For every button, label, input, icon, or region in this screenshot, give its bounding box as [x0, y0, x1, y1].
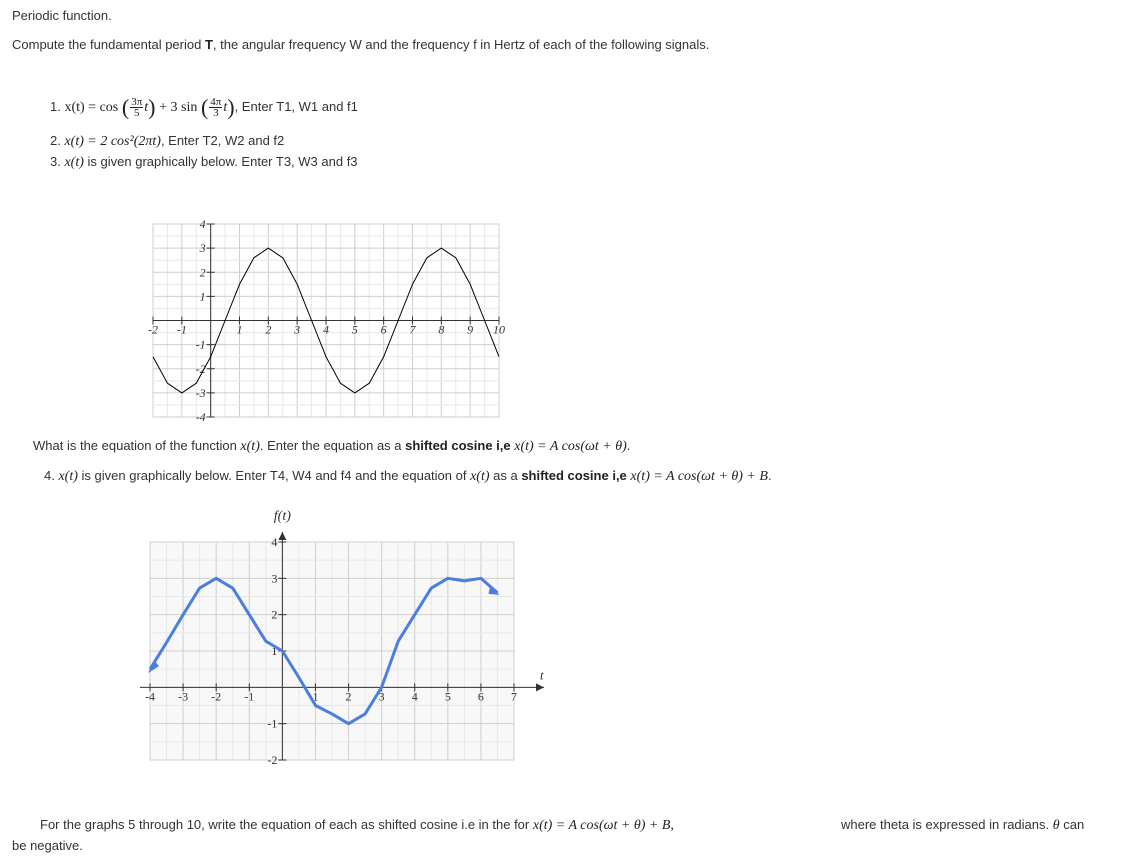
x-tick-label: -1 [176, 322, 187, 337]
item-1-eq-lhs: x(t) = cos [64, 99, 119, 115]
item-1-eq-mid: + 3 sin [159, 99, 198, 115]
item-4-end: . [767, 468, 772, 483]
x-tick-label: -1 [244, 689, 255, 704]
x-tick-label: -2 [211, 689, 222, 704]
graph-item-4 [140, 500, 560, 765]
x-tick-label: -2 [148, 322, 158, 337]
fraction-2-den: 3 [213, 107, 219, 119]
y-tick-label: -1 [267, 716, 278, 731]
footer-right-pre: where theta is expressed in radians. [841, 817, 1053, 832]
item-4-formula: x(t) = A cos(ωt + θ) + B [630, 469, 768, 484]
fraction-1 [130, 97, 143, 118]
x-tick-label: 4 [411, 689, 418, 704]
x-tick-label: 7 [511, 689, 517, 704]
item-4-eq: x(t) [58, 469, 78, 484]
item-1-var-b: t [223, 99, 228, 115]
fraction-2-num: 4π [210, 96, 222, 108]
x-tick-label: -3 [178, 689, 189, 704]
graph-item-3 [145, 218, 507, 425]
item-2-prompt: , Enter T2, W2 and f2 [160, 133, 285, 148]
x-tick-label: 10 [493, 322, 505, 337]
y-tick-label: 4 [199, 218, 206, 231]
instructions-T: T [204, 37, 213, 52]
question-3-end: . [626, 438, 631, 453]
x-tick-label: 1 [236, 322, 243, 337]
instructions-pre: Compute the fundamental period [12, 37, 205, 52]
footer-line-2: be negative. [12, 838, 83, 853]
fraction-2 [209, 97, 222, 118]
x-tick-label: 8 [438, 322, 445, 337]
x-tick-label: 9 [467, 322, 474, 337]
question-3-pre: What is the equation of the function [33, 438, 241, 453]
item-1-var-a: t [144, 99, 149, 115]
item-2 [50, 133, 284, 150]
page-title: Periodic function. [12, 8, 112, 23]
y-axis-arrow [278, 532, 286, 540]
item-2-eq: x(t) = 2 cos²(2πt) [64, 134, 161, 149]
close-paren-2: ) [227, 94, 235, 120]
x-tick-label: 3 [294, 322, 301, 337]
question-3-eq: x(t) [240, 439, 260, 454]
y-tick-label: 2 [271, 607, 278, 622]
item-1-prompt: , Enter T1, W1 and f1 [234, 98, 358, 114]
footer-right [841, 817, 1084, 834]
x-tick-label: 7 [409, 322, 416, 337]
y-tick-label: -2 [195, 361, 206, 376]
fraction-1-den: 5 [133, 107, 140, 119]
item-4-prompt-a: is given graphically below. Enter T4, W4 and f4 and the equation of [77, 468, 471, 483]
item-4-eq2: x(t) [470, 469, 490, 484]
item-4 [44, 468, 772, 485]
item-2-number: 2. [50, 133, 61, 148]
open-paren-2: ( [200, 94, 209, 120]
question-3-mid: . Enter the equation as a [259, 438, 406, 453]
item-1 [50, 94, 358, 120]
close-paren-1: ) [148, 94, 156, 120]
fraction-1-num: 3π [131, 96, 143, 108]
item-3-number: 3. [50, 154, 61, 169]
instructions [12, 37, 709, 52]
question-3 [33, 438, 630, 455]
y-tick-label: -3 [195, 385, 206, 400]
footer-formula: x(t) = A cos(ωt + θ) + B, [532, 818, 674, 833]
y-tick-label: -1 [195, 337, 206, 352]
x-tick-label: 4 [323, 322, 329, 337]
footer-right-post: can [1059, 817, 1085, 832]
y-tick-label: 3 [271, 571, 278, 586]
footer-theta: θ [1052, 818, 1060, 833]
instructions-post: , the angular frequency W and the frequency f in Hertz of each of the following signals. [212, 37, 710, 52]
item-3-prompt: is given graphically below. Enter T3, W3 and f3 [83, 154, 358, 169]
x-tick-label: 6 [380, 322, 387, 337]
x-axis-arrow [536, 683, 544, 691]
x-tick-label: 5 [351, 322, 358, 337]
x-axis-label: t [540, 667, 544, 683]
y-tick-label: 2 [199, 265, 206, 280]
question-3-formula: x(t) = A cos(ωt + θ) [514, 439, 627, 454]
footer-line-1 [40, 817, 674, 834]
y-tick-label: -2 [267, 753, 278, 765]
item-4-prompt-b: as a [489, 468, 522, 483]
x-tick-label: -4 [145, 689, 155, 704]
x-tick-label: 2 [265, 322, 272, 337]
item-3-eq: x(t) [64, 155, 84, 170]
x-tick-label: 3 [378, 689, 385, 704]
y-tick-label: 1 [271, 644, 278, 658]
item-1-number: 1. [50, 98, 61, 114]
item-3 [50, 154, 358, 171]
y-axis-label: f(t) [273, 509, 291, 524]
x-tick-label: 2 [345, 689, 352, 704]
y-tick-label: 1 [199, 289, 206, 304]
item-4-bold: shifted cosine i,e [521, 468, 627, 483]
y-tick-label: -4 [195, 410, 206, 424]
question-3-bold: shifted cosine i,e [405, 438, 511, 453]
y-tick-label: 4 [271, 535, 278, 549]
x-tick-label: 5 [444, 689, 451, 704]
x-tick-label: 6 [477, 689, 484, 704]
item-4-number: 4. [44, 468, 55, 483]
y-tick-label: 3 [199, 241, 206, 256]
x-tick-label: 1 [312, 689, 319, 704]
open-paren-1: ( [121, 94, 130, 120]
footer-text: For the graphs 5 through 10, write the equation of each as shifted cosine i.e in the for [40, 817, 533, 832]
